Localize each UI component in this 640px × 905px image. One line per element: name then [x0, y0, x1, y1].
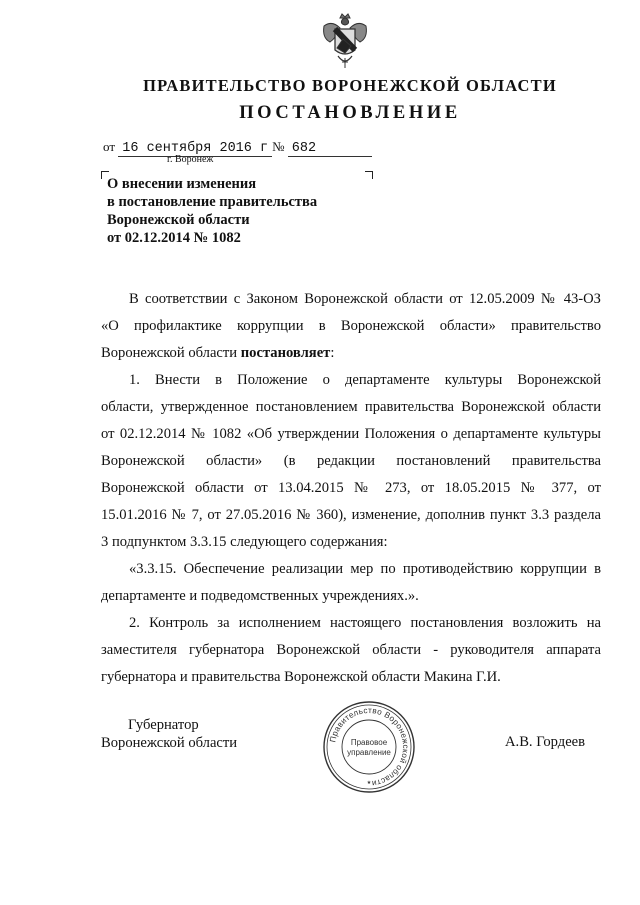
subject-line: от 02.12.2014 № 1082: [107, 230, 241, 246]
body-line: области, утвержденное постановлением правительства Воронежской области: [101, 399, 601, 415]
decree-verb: постановляет: [240, 345, 331, 361]
intro-colon: :: [330, 345, 335, 361]
stamp-center-line-1: Правовое: [350, 738, 388, 747]
stamp-center-line-2: управление: [347, 748, 391, 757]
body-line: Воронежской области от 13.04.2015 № 273, от 18.05.2015 № 377, от: [101, 480, 601, 496]
document-type-title: ПОСТАНОВЛЕНИЕ: [239, 103, 461, 123]
body-line: от 02.12.2014 № 1082 «Об утверждении Положения о департаменте культуры: [101, 426, 601, 442]
body-line: департаменте и подведомственных учреждениях.».: [101, 588, 419, 604]
body-line: 3 подпунктом 3.3.15 следующего содержания:: [101, 534, 388, 550]
subject-line: О внесении изменения: [107, 176, 257, 192]
official-stamp: [322, 700, 416, 794]
body-line: 15.01.2016 № 7, от 27.05.2016 № 360), изменение, дополнив пункт 3.3 раздела: [101, 507, 601, 523]
body-line: губернатора и правительства Воронежской области Макина Г.И.: [101, 669, 501, 685]
body-line: «О профилактике коррупции в Воронежской области» правительство: [101, 318, 601, 334]
decree-subject: [107, 175, 317, 247]
subject-line: в постановление правительства: [107, 194, 318, 210]
subject-line: Воронежской области: [107, 212, 250, 228]
city-label: г. Воронеж: [167, 154, 214, 165]
body-line: 1. Внести в Положение о департаменте культуры Воронежской: [129, 372, 601, 388]
body-line: Воронежской области» (в редакции постановлений правительства: [101, 453, 601, 469]
signer-region: Воронежской области: [101, 735, 238, 751]
body-line: заместителя губернатора Воронежской области - руководителя аппарата: [101, 642, 601, 658]
stamp-ring-text: Правительство Воронежской области: [328, 705, 411, 788]
government-title: ПРАВИТЕЛЬСТВО ВОРОНЕЖСКОЙ ОБЛАСТИ: [143, 76, 557, 95]
body-line: «3.3.15. Обеспечение реализации мер по противодействию коррупции в: [129, 561, 601, 577]
body-line: 2. Контроль за исполнением настоящего постановления возложить на: [129, 615, 601, 631]
intro-text: Воронежской области: [101, 345, 238, 361]
decree-number: 682: [288, 142, 372, 157]
number-sign: №: [272, 139, 285, 154]
date-prefix: от: [103, 139, 116, 154]
subject-bracket-right: [365, 171, 373, 179]
signer-title: Губернатор: [128, 717, 199, 733]
decree-date: 16 сентября 2016 г: [118, 142, 272, 157]
decree-body: [101, 286, 601, 691]
date-number-row: [103, 139, 372, 157]
body-line: В соответствии с Законом Воронежской области от 12.05.2009 № 43-ОЗ: [129, 291, 601, 307]
stamp-star: ★: [366, 780, 372, 786]
signer-name: А.В. Гордеев: [505, 734, 586, 750]
coat-of-arms-emblem: [318, 12, 372, 74]
body-line: [101, 340, 601, 367]
